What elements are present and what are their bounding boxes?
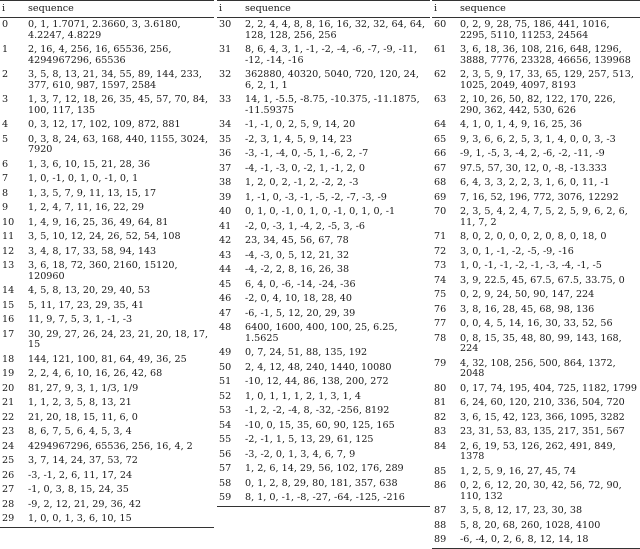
row-index: 61 xyxy=(434,44,447,56)
row-index: 62 xyxy=(434,69,447,81)
table-row xyxy=(0,367,214,381)
table-row xyxy=(217,477,430,491)
row-sequence: 1, 2, 6, 14, 29, 56, 102, 176, 289 xyxy=(245,463,404,475)
row-sequence: 8, 6, 4, 3, 1, -1, -2, -4, -6, -7, -9, -11, -12, -14, -16 xyxy=(245,44,418,66)
row-index: 43 xyxy=(219,249,232,261)
column-header-i: i xyxy=(0,1,26,18)
table-row xyxy=(432,382,640,396)
row-index: 80 xyxy=(434,382,447,394)
row-index: 38 xyxy=(219,177,232,189)
table-row xyxy=(217,220,430,234)
row-index: 2 xyxy=(2,69,9,81)
row-index: 78 xyxy=(434,332,447,344)
row-sequence: 2, 3, 5, 9, 17, 33, 65, 129, 257, 513, 1025, 2049, 4097, 8193 xyxy=(460,69,634,91)
row-index: 9 xyxy=(2,202,9,214)
row-index: 24 xyxy=(2,440,15,452)
row-sequence: 3, 5, 10, 12, 24, 26, 52, 54, 108 xyxy=(28,231,181,243)
table-row xyxy=(432,274,640,288)
header-row xyxy=(0,1,214,18)
row-sequence: -4, -3, 0, 5, 12, 21, 32 xyxy=(245,249,350,261)
row-index: 32 xyxy=(219,69,232,81)
table-row xyxy=(0,118,214,132)
row-index: 83 xyxy=(434,426,447,438)
row-sequence: -4, -1, -3, 0, -2, 1, -1, 2, 0 xyxy=(245,162,365,174)
row-index: 6 xyxy=(2,158,9,170)
row-sequence: 3, 9, 22.5, 45, 67.5, 67.5, 33.75, 0 xyxy=(460,274,625,286)
row-index: 71 xyxy=(434,231,447,243)
row-index: 54 xyxy=(219,419,232,431)
column-header-sequence: sequence xyxy=(243,1,430,18)
row-sequence: 3, 0, 1, -1, -2, -5, -9, -16 xyxy=(460,245,574,257)
row-index: 47 xyxy=(219,307,232,319)
table-row xyxy=(432,332,640,357)
row-sequence: 2, 10, 26, 50, 82, 122, 170, 226, 290, 362, 442, 530, 626 xyxy=(460,94,616,116)
row-index: 10 xyxy=(2,216,15,228)
row-sequence: 11, 9, 7, 5, 3, 1, -1, -3 xyxy=(28,314,133,326)
row-index: 13 xyxy=(2,260,15,272)
row-sequence: 6, 4, 0, -6, -14, -24, -36 xyxy=(245,278,356,290)
table-row xyxy=(217,433,430,447)
table-row xyxy=(217,278,430,292)
row-sequence: -1, -1, 0, 2, 5, 9, 14, 20 xyxy=(245,119,356,131)
row-sequence: 0, 2, 9, 24, 50, 90, 147, 224 xyxy=(460,289,595,301)
table-row xyxy=(217,292,430,306)
table-row xyxy=(0,201,214,215)
column-header-sequence: sequence xyxy=(458,1,640,18)
row-sequence: 0, 3, 12, 17, 102, 109, 872, 881 xyxy=(28,119,181,131)
table-row xyxy=(217,404,430,418)
sequence-table-3 xyxy=(432,0,640,549)
row-sequence: 8, 1, 0, -1, -8, -27, -64, -125, -216 xyxy=(245,492,405,504)
table-row xyxy=(217,263,430,277)
row-sequence: 3, 7, 14, 24, 37, 53, 72 xyxy=(28,455,138,467)
table-row xyxy=(432,176,640,190)
table-row xyxy=(0,284,214,298)
row-index: 11 xyxy=(2,231,15,243)
row-sequence: 1, 2, 5, 9, 16, 27, 45, 74 xyxy=(460,465,576,477)
row-sequence: 1, 3, 5, 7, 9, 11, 13, 15, 17 xyxy=(28,187,157,199)
row-index: 14 xyxy=(2,285,15,297)
row-index: 31 xyxy=(219,44,232,56)
row-sequence: 2, 4, 12, 48, 240, 1440, 10080 xyxy=(245,361,392,373)
table-row xyxy=(217,361,430,375)
table-row xyxy=(0,43,214,68)
row-index: 33 xyxy=(219,94,232,106)
table-row xyxy=(432,440,640,465)
table-row xyxy=(432,43,640,68)
table-row xyxy=(0,18,214,44)
row-index: 67 xyxy=(434,162,447,174)
table-row xyxy=(217,390,430,404)
row-sequence: 2, 2, 4, 4, 8, 8, 16, 16, 32, 32, 64, 64, 128, 128, 256, 256 xyxy=(245,19,426,41)
row-sequence: 5, 11, 17, 23, 29, 35, 41 xyxy=(28,299,144,311)
table-row xyxy=(217,234,430,248)
table-row xyxy=(0,172,214,186)
row-index: 69 xyxy=(434,191,447,203)
table-row xyxy=(217,133,430,147)
row-sequence: -10, 0, 15, 35, 60, 90, 125, 165 xyxy=(245,419,395,431)
row-sequence: 3, 6, 15, 42, 123, 366, 1095, 3282 xyxy=(460,411,625,423)
table-row xyxy=(0,396,214,410)
table-row xyxy=(0,382,214,396)
table-row xyxy=(0,133,214,158)
table-row xyxy=(217,321,430,346)
table-row xyxy=(432,18,640,44)
table-row xyxy=(432,68,640,93)
row-sequence: -1, 2, -2, -4, 8, -32, -256, 8192 xyxy=(245,405,390,417)
table-row xyxy=(432,133,640,147)
table-row xyxy=(432,519,640,533)
row-sequence: 4, 32, 108, 256, 500, 864, 1372, 2048 xyxy=(460,357,616,380)
row-index: 59 xyxy=(219,492,232,504)
row-sequence: 1, -1, 0, -3, -1, -5, -2, -7, -3, -9 xyxy=(245,191,387,203)
table-row xyxy=(0,299,214,313)
row-index: 16 xyxy=(2,314,15,326)
row-index: 4 xyxy=(2,119,9,131)
row-index: 0 xyxy=(2,19,9,30)
column-header-sequence: sequence xyxy=(26,1,214,18)
row-sequence: 97.5, 57, 30, 12, 0, -8, -13.333 xyxy=(460,162,607,174)
column-header-i: i xyxy=(432,1,458,18)
row-sequence: 81, 27, 9, 3, 1, 1/3, 1/9 xyxy=(28,382,139,394)
table-row xyxy=(217,249,430,263)
row-sequence: -2, 3, 1, 4, 5, 9, 14, 23 xyxy=(245,133,352,145)
row-index: 36 xyxy=(219,148,232,160)
row-sequence: 1, 0, -1, 0, 1, 0, -1, 0, 1 xyxy=(28,173,139,185)
row-index: 21 xyxy=(2,397,15,409)
row-sequence: 30, 29, 27, 26, 24, 23, 21, 20, 18, 17, 15 xyxy=(28,328,209,351)
table-row xyxy=(0,93,214,118)
row-index: 51 xyxy=(219,376,232,388)
row-sequence: 0, 1, 1.7071, 2.3660, 3, 3.6180, 4.2247, 4.8229 xyxy=(28,19,181,41)
row-index: 74 xyxy=(434,274,447,286)
row-index: 15 xyxy=(2,299,15,311)
table-row xyxy=(217,191,430,205)
table-row xyxy=(0,440,214,454)
table-row xyxy=(432,504,640,518)
table-row xyxy=(0,187,214,201)
row-sequence: 1, 2, 0, 2, -1, 2, -2, 2, -3 xyxy=(245,177,359,189)
row-index: 41 xyxy=(219,220,232,232)
table-row xyxy=(432,259,640,273)
row-index: 7 xyxy=(2,173,9,185)
row-sequence: 7, 16, 52, 196, 772, 3076, 12292 xyxy=(460,191,619,203)
table-row xyxy=(0,68,214,93)
row-index: 68 xyxy=(434,177,447,189)
row-index: 76 xyxy=(434,303,447,315)
row-sequence: 3, 5, 8, 12, 17, 23, 30, 38 xyxy=(460,505,583,517)
row-index: 72 xyxy=(434,245,447,257)
table-row xyxy=(217,448,430,462)
row-index: 34 xyxy=(219,119,232,131)
row-sequence: 8, 6, 7, 5, 6, 4, 5, 3, 4 xyxy=(28,426,132,438)
row-index: 57 xyxy=(219,463,232,475)
row-sequence: -3, -1, -4, 0, -5, 1, -6, 2, -7 xyxy=(245,148,369,160)
row-sequence: 14, 1, -5.5, -8.75, -10.375, -11.1875, -11.59375 xyxy=(245,94,420,116)
row-sequence: 2, 16, 4, 256, 16, 65536, 256, 4294967296, 65536 xyxy=(28,44,172,66)
row-sequence: -2, 0, -3, 1, -4, 2, -5, 3, -6 xyxy=(245,220,365,232)
row-index: 63 xyxy=(434,94,447,106)
row-index: 5 xyxy=(2,133,9,145)
table-row xyxy=(217,162,430,176)
table-row xyxy=(217,43,430,68)
row-sequence: 362880, 40320, 5040, 720, 120, 24, 6, 2, 1, 1 xyxy=(245,69,419,91)
row-index: 45 xyxy=(219,278,232,290)
table-row xyxy=(0,230,214,244)
table-row xyxy=(0,512,214,527)
row-sequence: -1, 0, 3, 8, 15, 24, 35 xyxy=(28,484,129,496)
row-index: 25 xyxy=(2,455,15,467)
row-index: 82 xyxy=(434,411,447,423)
row-sequence: 5, 8, 20, 68, 260, 1028, 4100 xyxy=(460,519,601,531)
row-sequence: 4294967296, 65536, 256, 16, 4, 2 xyxy=(28,440,193,452)
row-sequence: -6, -4, 0, 2, 6, 8, 12, 14, 18 xyxy=(460,534,589,546)
row-sequence: 0, 7, 24, 51, 88, 135, 192 xyxy=(245,347,368,359)
table-row xyxy=(0,328,214,353)
row-sequence: 1, 0, 1, 1, 1, 2, 1, 3, 1, 4 xyxy=(245,390,361,402)
table-row xyxy=(217,419,430,433)
row-index: 81 xyxy=(434,397,447,409)
row-sequence: 4, 1, 0, 1, 4, 9, 16, 25, 36 xyxy=(460,119,583,131)
table-row xyxy=(432,205,640,230)
row-sequence: -9, 1, -5, 3, -4, 2, -6, -2, -11, -9 xyxy=(460,148,605,160)
row-index: 52 xyxy=(219,390,232,402)
table-row xyxy=(217,147,430,161)
row-sequence: 23, 34, 45, 56, 67, 78 xyxy=(245,235,349,247)
table-row xyxy=(432,93,640,118)
row-sequence: 23, 31, 53, 83, 135, 217, 351, 567 xyxy=(460,426,625,438)
row-sequence: 3, 6, 18, 36, 108, 216, 648, 1296, 3888, 7776, 23328, 46656, 139968 xyxy=(460,44,631,66)
row-index: 26 xyxy=(2,469,15,481)
table-row xyxy=(432,533,640,548)
row-index: 27 xyxy=(2,484,15,496)
row-index: 66 xyxy=(434,148,447,160)
table-row xyxy=(432,118,640,132)
table-row xyxy=(0,469,214,483)
table-row xyxy=(0,313,214,327)
row-index: 65 xyxy=(434,133,447,145)
row-sequence: 9, 3, 6, 6, 2, 5, 3, 1, 4, 0, 0, 3, -3 xyxy=(460,133,616,145)
row-sequence: 8, 0, 2, 0, 0, 0, 2, 0, 8, 0, 18, 0 xyxy=(460,231,607,243)
row-sequence: 3, 4, 8, 17, 33, 58, 94, 143 xyxy=(28,245,157,257)
row-sequence: 21, 20, 18, 15, 11, 6, 0 xyxy=(28,411,138,423)
row-index: 87 xyxy=(434,505,447,517)
sequence-table-1 xyxy=(0,0,214,528)
row-index: 37 xyxy=(219,162,232,174)
row-sequence: 2, 3, 5, 4, 2, 4, 7, 5, 2, 5, 9, 6, 2, 6, 11, 7, 2 xyxy=(460,206,628,228)
row-sequence: -4, -2, 2, 8, 16, 26, 38 xyxy=(245,264,350,276)
row-sequence: 0, 1, 2, 8, 29, 80, 181, 357, 638 xyxy=(245,477,398,489)
row-index: 58 xyxy=(219,477,232,489)
row-sequence: 1, 2, 4, 7, 11, 16, 22, 29 xyxy=(28,202,144,214)
sequence-table-2 xyxy=(217,0,430,507)
row-sequence: 1, 0, 0, 1, 3, 6, 10, 15 xyxy=(28,513,132,525)
row-sequence: 0, 2, 6, 12, 20, 30, 42, 56, 72, 90, 110, 132 xyxy=(460,480,622,502)
row-index: 79 xyxy=(434,357,447,369)
row-sequence: -2, -1, 1, 5, 13, 29, 61, 125 xyxy=(245,434,374,446)
row-sequence: 2, 2, 4, 6, 10, 16, 26, 42, 68 xyxy=(28,368,163,380)
row-sequence: -10, 12, 44, 86, 138, 200, 272 xyxy=(245,376,389,388)
row-sequence: -6, -1, 5, 12, 20, 29, 39 xyxy=(245,307,356,319)
table-row xyxy=(217,93,430,118)
row-sequence: -3, -1, 2, 6, 11, 17, 24 xyxy=(28,469,133,481)
row-index: 49 xyxy=(219,347,232,359)
row-index: 88 xyxy=(434,519,447,531)
row-sequence: 0, 3, 8, 24, 63, 168, 440, 1155, 3024, 7920 xyxy=(28,133,209,156)
table-row xyxy=(0,454,214,468)
table-row xyxy=(217,462,430,476)
row-index: 12 xyxy=(2,245,15,257)
table-row xyxy=(0,216,214,230)
row-index: 84 xyxy=(434,440,447,452)
row-sequence: 6, 4, 3, 3, 2, 2, 3, 1, 6, 0, 11, -1 xyxy=(460,177,610,189)
table-row xyxy=(432,479,640,504)
row-index: 22 xyxy=(2,411,15,423)
table-row xyxy=(217,346,430,360)
table-row xyxy=(217,68,430,93)
row-sequence: 1, 4, 9, 16, 25, 36, 49, 64, 81 xyxy=(28,216,169,228)
table-row xyxy=(0,353,214,367)
row-index: 8 xyxy=(2,187,9,199)
table-row xyxy=(432,465,640,479)
table-row xyxy=(432,425,640,439)
row-index: 85 xyxy=(434,465,447,477)
row-sequence: 3, 6, 18, 72, 360, 2160, 15120, 120960 xyxy=(28,260,178,282)
row-sequence: 0, 1, 0, -1, 0, 1, 0, -1, 0, 1, 0, -1 xyxy=(245,206,396,218)
table-row xyxy=(0,411,214,425)
row-index: 23 xyxy=(2,426,15,438)
row-index: 17 xyxy=(2,328,15,340)
row-index: 18 xyxy=(2,353,15,365)
table-row xyxy=(432,317,640,331)
row-index: 30 xyxy=(219,19,232,30)
row-sequence: 3, 5, 8, 13, 21, 34, 55, 89, 144, 233, 377, 610, 987, 1597, 2584 xyxy=(28,69,202,91)
row-index: 64 xyxy=(434,119,447,131)
row-sequence: 6, 24, 60, 120, 210, 336, 504, 720 xyxy=(460,397,625,409)
table-row xyxy=(432,411,640,425)
table-row xyxy=(0,483,214,497)
table-row xyxy=(432,396,640,410)
row-index: 44 xyxy=(219,264,232,276)
row-index: 46 xyxy=(219,293,232,305)
row-index: 28 xyxy=(2,498,15,510)
row-index: 39 xyxy=(219,191,232,203)
table-row xyxy=(432,191,640,205)
row-sequence: 1, 0, -1, -1, -2, -1, -3, -4, -1, -5 xyxy=(460,260,602,272)
row-sequence: 1, 1, 2, 3, 5, 8, 13, 21 xyxy=(28,397,132,409)
row-index: 3 xyxy=(2,94,9,106)
table-row xyxy=(0,245,214,259)
row-index: 75 xyxy=(434,289,447,301)
row-index: 48 xyxy=(219,322,232,334)
row-sequence: 1, 3, 6, 10, 15, 21, 28, 36 xyxy=(28,158,151,170)
table-row xyxy=(0,425,214,439)
row-index: 50 xyxy=(219,361,232,373)
row-index: 1 xyxy=(2,44,9,56)
row-sequence: -2, 0, 4, 10, 18, 28, 40 xyxy=(245,293,352,305)
row-sequence: 0, 17, 74, 195, 404, 725, 1182, 1799 xyxy=(460,382,637,394)
row-sequence: -9, 2, 12, 21, 29, 36, 42 xyxy=(28,498,142,510)
column-header-i: i xyxy=(217,1,243,18)
row-index: 60 xyxy=(434,19,447,30)
row-sequence: 4, 5, 8, 13, 20, 29, 40, 53 xyxy=(28,285,151,297)
row-index: 89 xyxy=(434,534,447,546)
row-index: 29 xyxy=(2,513,15,525)
header-row xyxy=(217,1,430,18)
row-index: 56 xyxy=(219,448,232,460)
row-index: 55 xyxy=(219,434,232,446)
row-index: 20 xyxy=(2,382,15,394)
table-row xyxy=(217,491,430,506)
row-sequence: 0, 0, 4, 5, 14, 16, 30, 33, 52, 56 xyxy=(460,318,613,330)
row-sequence: 3, 8, 16, 28, 45, 68, 98, 136 xyxy=(460,303,595,315)
table-row xyxy=(0,498,214,512)
header-row xyxy=(432,1,640,18)
table-row xyxy=(217,176,430,190)
row-sequence: 0, 8, 15, 35, 48, 80, 99, 143, 168, 224 xyxy=(460,332,622,355)
row-index: 70 xyxy=(434,206,447,218)
row-index: 77 xyxy=(434,318,447,330)
table-row xyxy=(432,357,640,382)
row-sequence: 1, 3, 7, 12, 18, 26, 35, 45, 57, 70, 84, 100, 117, 135 xyxy=(28,94,209,116)
table-row xyxy=(432,245,640,259)
row-sequence: 0, 2, 9, 28, 75, 186, 441, 1016, 2295, 5110, 11253, 24564 xyxy=(460,19,610,41)
table-row xyxy=(217,18,430,44)
table-row xyxy=(0,259,214,284)
table-row xyxy=(217,307,430,321)
row-sequence: -3, -2, 0, 1, 3, 4, 6, 7, 9 xyxy=(245,448,356,460)
row-index: 35 xyxy=(219,133,232,145)
table-row xyxy=(432,162,640,176)
row-sequence: 2, 6, 19, 53, 126, 262, 491, 849, 1378 xyxy=(460,440,616,463)
row-sequence: 144, 121, 100, 81, 64, 49, 36, 25 xyxy=(28,353,187,365)
table-row xyxy=(0,158,214,172)
row-index: 40 xyxy=(219,206,232,218)
row-index: 42 xyxy=(219,235,232,247)
table-row xyxy=(217,375,430,389)
row-index: 19 xyxy=(2,368,15,380)
row-sequence: 6400, 1600, 400, 100, 25, 6.25, 1.5625 xyxy=(245,322,398,344)
table-row xyxy=(217,118,430,132)
table-row xyxy=(432,230,640,244)
row-index: 86 xyxy=(434,480,447,492)
table-row xyxy=(432,147,640,161)
row-index: 53 xyxy=(219,405,232,417)
table-row xyxy=(217,205,430,219)
table-row xyxy=(432,288,640,302)
row-index: 73 xyxy=(434,260,447,272)
table-row xyxy=(432,303,640,317)
